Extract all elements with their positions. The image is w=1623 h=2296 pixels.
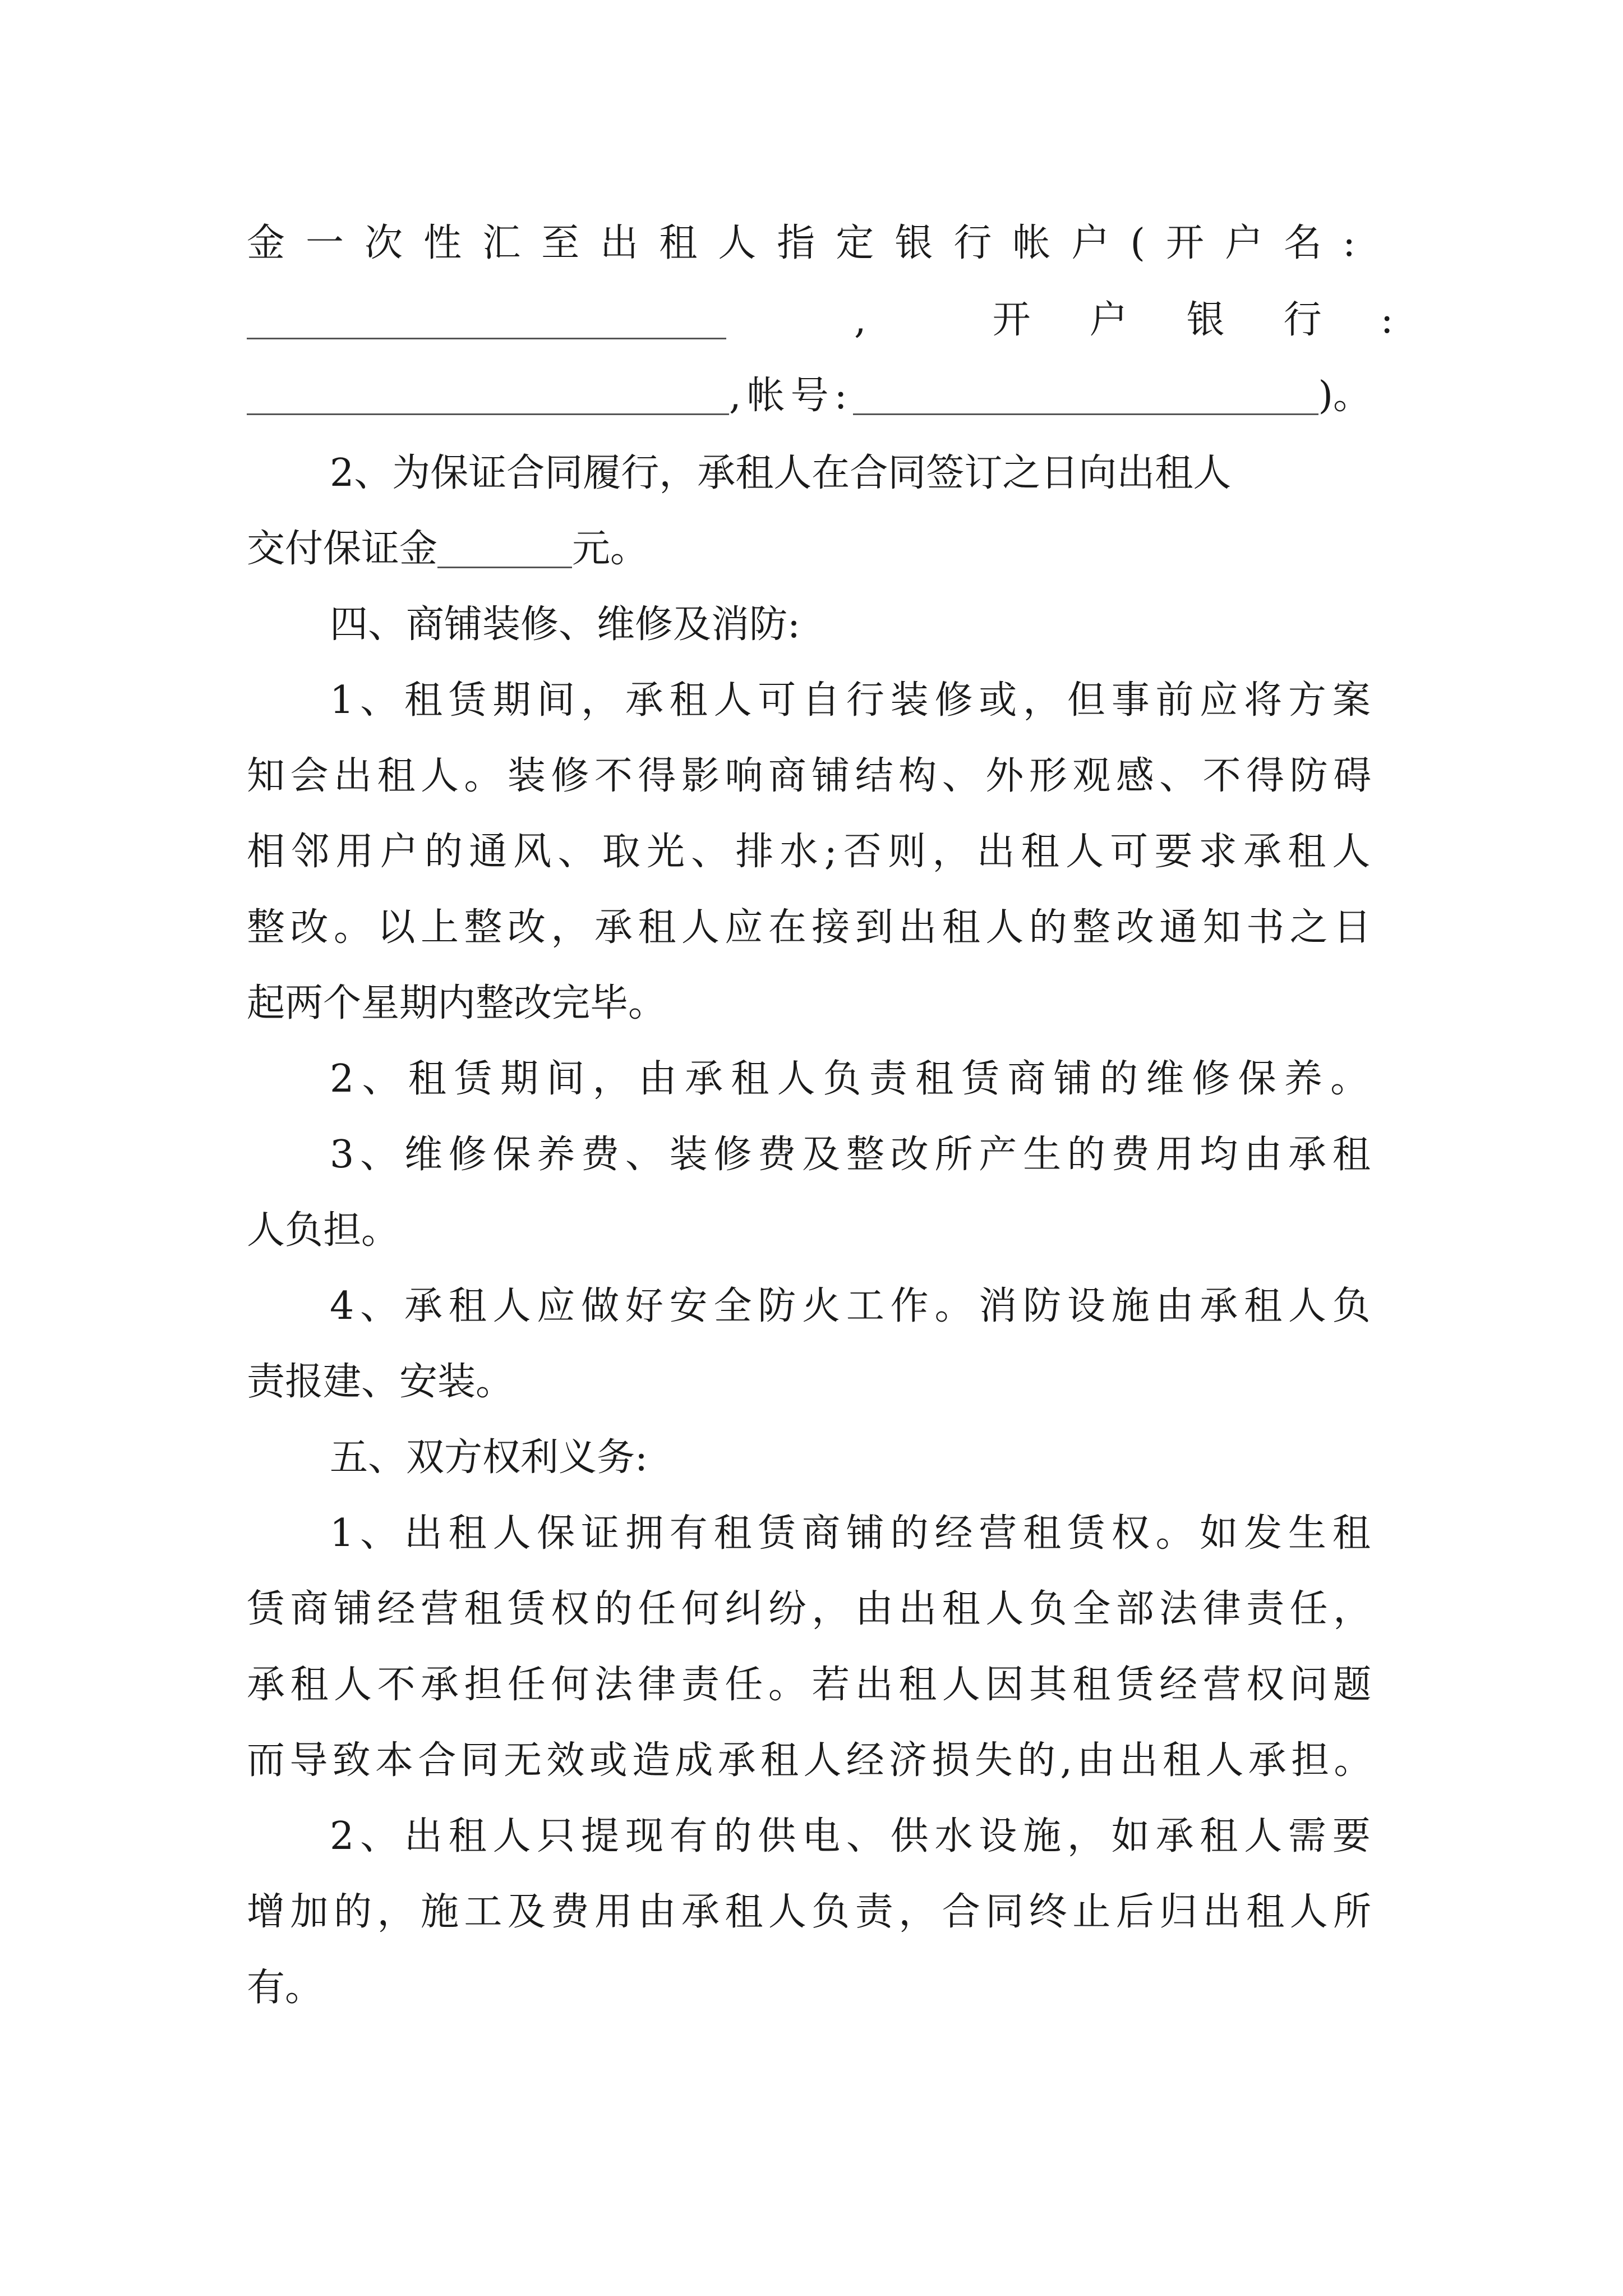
text-line <box>247 527 1377 571</box>
text-line: 责报建、安装。 <box>247 1360 514 1404</box>
paragraph-text: 元。 <box>572 527 649 571</box>
bank-name-blank <box>247 380 729 415</box>
text-line: 人负担。 <box>247 1208 400 1253</box>
text-line: 起两个星期内整改完毕。 <box>247 981 667 1025</box>
text-line <box>247 221 1377 265</box>
text-line: 1、出租人保证拥有租赁商铺的经营租赁权。如发生租 <box>330 1511 1377 1556</box>
text-line <box>247 298 1453 342</box>
text-line: 赁商铺经营租赁权的任何纠纷，由出租人负全部法律责任， <box>247 1587 1377 1631</box>
text-line: 有。 <box>247 1966 324 2010</box>
text-line: 相邻用户的通风、取光、排水;否则，出租人可要求承租人 <box>247 830 1377 874</box>
text-line: 而导致本合同无效或造成承租人经济损失的,由出租人承担。 <box>247 1738 1377 1783</box>
text-line: 4、承租人应做好安全防火工作。消防设施由承租人负 <box>330 1284 1377 1328</box>
account-name-blank <box>247 304 726 339</box>
comma-text: , <box>854 298 866 342</box>
account-number-blank <box>853 380 1318 415</box>
line-end: )。 <box>1318 374 1372 418</box>
text-line: 增加的，施工及费用由承租人负责，合同终止后归出租人所 <box>247 1890 1377 1934</box>
text-line: 整改。以上整改，承租人应在接到出租人的整改通知书之日 <box>247 905 1377 950</box>
section-heading: 五、双方权利义务: <box>330 1435 648 1480</box>
text-line: 2、出租人只提现有的供电、供水设施，如承租人需要 <box>330 1814 1377 1858</box>
text-line: 承租人不承担任何法律责任。若出租人因其租赁经营权问题 <box>247 1663 1377 1707</box>
paragraph-text: 交付保证金 <box>247 527 438 571</box>
text-line: 3、维修保养费、装修费及整改所产生的费用均由承租 <box>330 1133 1377 1177</box>
text-line: 知会出租人。装修不得影响商铺结构、外形观感、不得防碍 <box>247 754 1377 798</box>
text-line: 2、租赁期间，由承租人负责租赁商铺的维修保养。 <box>330 1057 1377 1101</box>
text-line <box>330 451 1377 495</box>
bank-label: 开户银行: <box>992 298 1453 342</box>
deposit-amount-blank <box>437 533 572 568</box>
text-line <box>247 374 1377 418</box>
account-label: ,帐号: <box>729 374 853 418</box>
paragraph-text: 2、为保证合同履行，承租人在合同签订之日向出租人 <box>330 451 1232 495</box>
payment-line: 金一次性汇至出租人指定银行帐户(开户名: <box>247 221 1377 265</box>
text-line: 1、租赁期间，承租人可自行装修或，但事前应将方案 <box>330 678 1377 723</box>
section-heading: 四、商铺装修、维修及消防: <box>330 602 800 647</box>
